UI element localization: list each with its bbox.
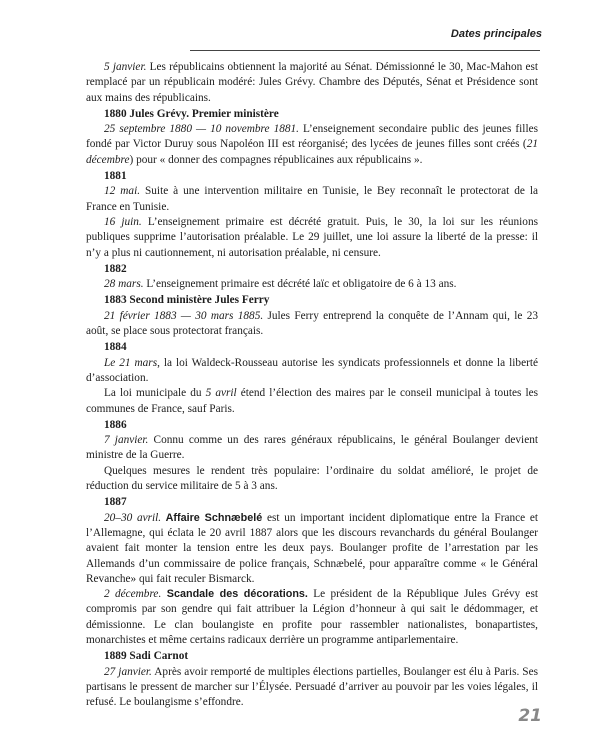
entry-text: Suite à une intervention militaire en Tunisie, le Bey reconnaît le protectorat de la France en Tunisie. (86, 185, 538, 213)
page-number: 21 (518, 706, 542, 726)
entry-text: La loi municipale du (104, 387, 206, 400)
entry-text: étend l’élection des maires par le conseil municipal à toutes les communes de France, sauf Paris. (86, 387, 539, 415)
entry-date: 25 septembre 1880 — 10 novembre 1881. (104, 123, 299, 136)
entry-date: 21 décembre (86, 138, 538, 166)
entry-text: Après avoir remporté de multiples élections partielles, Boulanger est élu à Paris. Ses partisans le pressent de marcher sur l’Élysée. Persuadé d’arriver au pouvoir par les voies légales, il refusé. Le boulangisme s’effondre. (86, 665, 538, 709)
page-body (86, 60, 538, 710)
entry-text: , la loi Waldeck-Rousseau autorise les syndicats professionnels et donne la liberté d’association. (86, 356, 538, 384)
entry-text: Le président de la République Jules Grévy est compromis par son gendre qui fait attribuer la Légion d’honneur à qui sait le dédommager, et démissionne. Le clan boulangiste en profite pour rassembler nationalistes, bonapartistes, monarchistes et même certains radicaux derrière un programme antiparlementaire. (86, 588, 538, 646)
section-heading: 1887 (104, 496, 127, 509)
entry-text: Connu comme un des rares généraux républicains, le général Boulanger devient ministre de la Guerre. (86, 434, 538, 462)
entry-paragraph (86, 215, 538, 261)
entry-date: 20–30 avril. (104, 511, 162, 524)
entry-text: L’enseignement secondaire public des jeunes filles fondé par Victor Duruy sous Napoléon III est réorganisé; des lycées de jeunes filles sont créés ( (86, 123, 538, 151)
entry-paragraph (86, 277, 538, 292)
entry-event-title: Affaire Schnæbelé (161, 511, 263, 524)
section-heading: 1881 (104, 170, 127, 183)
entry-date: 28 mars. (104, 278, 144, 291)
entry-paragraph (86, 184, 538, 215)
entry-paragraph (86, 356, 538, 387)
section-heading: 1886 (104, 418, 127, 431)
entry-text: est un important incident diplomatique entre la France et l’Allemagne, qui éclata le 20 avril 1887 alors que les discours revanchards du général Boulanger avaient fait monter la tension entre les deux pays. Boulanger profite de l’arrestation par les Allemands d’un commissaire de police français, Schnæbelé, pour apparaître comme « le Général Revanche» qui fait reculer Bismarck. (86, 511, 538, 585)
entry-text: Jules Ferry entreprend la conquête de l’Annam qui, le 23 août, se place sous protectorat français. (86, 309, 538, 338)
entry-date: 16 juin. (104, 215, 142, 228)
entry-date: 27 janvier. (104, 665, 152, 678)
entry-date: 12 mai. (104, 185, 141, 198)
entry-event-title: Scandale des décorations. (161, 588, 308, 601)
entry-paragraph (86, 122, 538, 168)
entry-date: 2 décembre. (104, 588, 162, 601)
entry-paragraph (86, 386, 538, 417)
entry-date: 5 janvier. (104, 61, 147, 73)
section-heading: 1880 Jules Grévy. Premier ministère (104, 107, 279, 120)
entry-date: 21 février 1883 — 30 mars 1885. (104, 309, 264, 322)
entry-paragraph (86, 511, 538, 587)
entry-text: ) pour « donner des compagnes républicaines aux républicains ». (129, 153, 423, 166)
entry-paragraph (86, 665, 538, 711)
entry-paragraph (86, 464, 538, 495)
section-heading: 1884 (104, 341, 127, 354)
entry-text: L’enseignement primaire est décrété gratuit. Puis, le 30, la loi sur les réunions publiques supprime l’autorisation préalable. Le 29 juillet, une loi assure la liberté de la presse: il n’y a plus ni cautionnement, ni autorisation préalable, ni censure. (86, 215, 538, 259)
entry-text: L’enseignement primaire est décrété laïc et obligatoire de 6 à 13 ans. (143, 278, 457, 291)
entry-date: 5 avril (205, 387, 237, 400)
entry-text: Les républicains obtiennent la majorité au Sénat. Démissionné le 30, Mac-Mahon est remplacé par un républicain modéré: Jules Grévy. Chambre des Députés, Sénat et Présidence sont aux mains des républicains. (86, 61, 538, 104)
header-rule (190, 50, 540, 51)
entry-paragraph (86, 587, 538, 648)
entry-paragraph (86, 309, 538, 340)
entry-date: 7 janvier. (104, 434, 149, 447)
section-heading: 1889 Sadi Carnot (104, 650, 189, 663)
section-heading: 1883 Second ministère Jules Ferry (104, 294, 270, 307)
entry-date: Le 21 mars (104, 356, 158, 369)
section-heading: 1882 (104, 262, 127, 275)
entry-paragraph (86, 433, 538, 464)
entry-text: Quelques mesures le rendent très populaire: l’ordinaire du soldat amélioré, le projet de réduction du service militaire de 5 à 3 ans. (86, 464, 538, 493)
running-head: Dates principales (450, 28, 542, 40)
entry-paragraph (86, 60, 538, 106)
